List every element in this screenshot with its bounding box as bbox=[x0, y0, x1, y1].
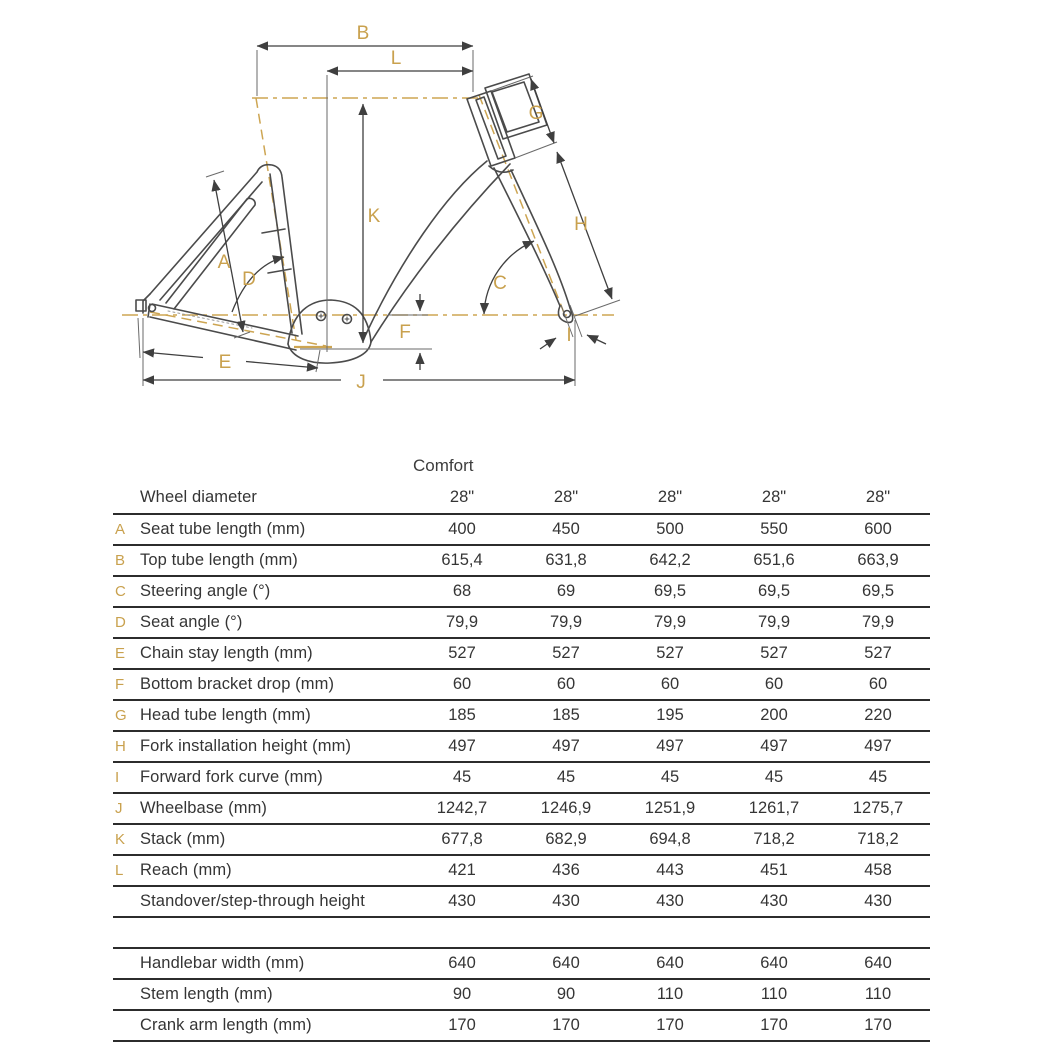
value-cell: 430 bbox=[552, 892, 580, 910]
value-cell: 497 bbox=[656, 737, 684, 755]
motor-bottom bbox=[288, 342, 371, 363]
value-cell: 450 bbox=[552, 520, 580, 538]
table-row bbox=[113, 701, 930, 732]
table-row bbox=[113, 670, 930, 701]
value-cell: 69,5 bbox=[757, 582, 791, 600]
steering-axis bbox=[479, 95, 566, 318]
value-cell: 443 bbox=[656, 861, 684, 879]
value-cell: 79,9 bbox=[445, 613, 479, 631]
bike-geometry-diagram bbox=[0, 0, 1045, 440]
headset-cup bbox=[489, 166, 513, 172]
value-cell: 421 bbox=[448, 861, 476, 879]
label-A: A bbox=[217, 252, 231, 273]
table-row bbox=[113, 763, 930, 794]
header-row-label: Wheel diameter bbox=[140, 488, 257, 506]
value-cell: 45 bbox=[868, 768, 888, 786]
value-cell: 682,9 bbox=[545, 830, 587, 848]
value-cell: 640 bbox=[760, 954, 788, 972]
table-row bbox=[113, 732, 930, 763]
table-row bbox=[113, 515, 930, 546]
dimension-letter-cell: I bbox=[115, 769, 120, 786]
value-cell: 497 bbox=[448, 737, 476, 755]
value-cell: 436 bbox=[552, 861, 580, 879]
value-cell: 1251,9 bbox=[644, 799, 696, 817]
value-cell: 527 bbox=[552, 644, 580, 662]
value-cell: 527 bbox=[864, 644, 892, 662]
table-row bbox=[113, 980, 930, 1011]
dim-D-arc bbox=[232, 257, 284, 312]
dim-E-right bbox=[246, 362, 318, 369]
wheel-size-cell: 28" bbox=[865, 488, 891, 506]
value-cell: 60 bbox=[764, 675, 784, 693]
dim-C-arc bbox=[484, 241, 534, 314]
wheel-size-cell: 28" bbox=[553, 488, 579, 506]
value-cell: 79,9 bbox=[757, 613, 791, 631]
value-cell: 110 bbox=[656, 985, 684, 1003]
value-cell: 663,9 bbox=[857, 551, 899, 569]
value-cell: 1242,7 bbox=[436, 799, 488, 817]
value-cell: 60 bbox=[556, 675, 576, 693]
table-row bbox=[113, 577, 930, 608]
row-label: Bottom bracket drop (mm) bbox=[140, 675, 335, 693]
value-cell: 640 bbox=[656, 954, 684, 972]
label-H: H bbox=[574, 214, 588, 235]
value-cell: 458 bbox=[864, 861, 892, 879]
value-cell: 110 bbox=[760, 985, 788, 1003]
wheel-size-cell: 28" bbox=[761, 488, 787, 506]
row-label: Head tube length (mm) bbox=[140, 706, 311, 724]
seat-tube-joints bbox=[262, 229, 291, 273]
label-L: L bbox=[390, 48, 402, 69]
value-cell: 1261,7 bbox=[748, 799, 800, 817]
value-cell: 400 bbox=[448, 520, 476, 538]
value-cell: 79,9 bbox=[861, 613, 895, 631]
label-C: C bbox=[493, 273, 507, 294]
value-cell: 497 bbox=[864, 737, 892, 755]
value-cell: 220 bbox=[864, 706, 892, 724]
row-label: Reach (mm) bbox=[140, 861, 232, 879]
value-cell: 60 bbox=[452, 675, 472, 693]
value-cell: 500 bbox=[656, 520, 684, 538]
dimension-letter-cell: G bbox=[115, 707, 127, 724]
value-cell: 615,4 bbox=[441, 551, 483, 569]
wheel-size-cell: 28" bbox=[449, 488, 475, 506]
dim-I-left bbox=[540, 338, 556, 349]
value-cell: 68 bbox=[452, 582, 472, 600]
value-cell: 60 bbox=[868, 675, 888, 693]
value-cell: 69,5 bbox=[861, 582, 895, 600]
value-cell: 642,2 bbox=[649, 551, 691, 569]
value-cell: 718,2 bbox=[857, 830, 899, 848]
table-row bbox=[113, 794, 930, 825]
value-cell: 69 bbox=[556, 582, 576, 600]
dimension-letter-cell: K bbox=[115, 831, 126, 848]
dimension-letter-cell: J bbox=[115, 800, 123, 817]
value-cell: 430 bbox=[760, 892, 788, 910]
value-cell: 430 bbox=[864, 892, 892, 910]
dimension-letter-cell: D bbox=[115, 614, 126, 631]
value-cell: 170 bbox=[552, 1016, 580, 1034]
wheel-size-cell: 28" bbox=[657, 488, 683, 506]
value-cell: 90 bbox=[452, 985, 472, 1003]
label-B: B bbox=[356, 23, 370, 44]
value-cell: 430 bbox=[448, 892, 476, 910]
geometry-table bbox=[113, 456, 930, 1042]
rear-dropout-tab bbox=[136, 300, 146, 311]
row-label: Standover/step-through height bbox=[140, 892, 365, 910]
value-cell: 651,6 bbox=[753, 551, 795, 569]
label-G: G bbox=[528, 103, 544, 124]
value-cell: 527 bbox=[656, 644, 684, 662]
dimension-letter-cell: L bbox=[115, 862, 124, 879]
value-cell: 79,9 bbox=[653, 613, 687, 631]
value-cell: 60 bbox=[660, 675, 680, 693]
table-row bbox=[113, 546, 930, 577]
downtube-upper bbox=[366, 161, 487, 334]
table-row bbox=[113, 856, 930, 887]
value-cell: 600 bbox=[864, 520, 892, 538]
value-cell: 90 bbox=[556, 985, 576, 1003]
dim-I-right bbox=[587, 335, 606, 344]
table-row bbox=[113, 608, 930, 639]
dimension-letter-cell: H bbox=[115, 738, 126, 755]
value-cell: 497 bbox=[760, 737, 788, 755]
value-cell: 185 bbox=[552, 706, 580, 724]
row-label: Stack (mm) bbox=[140, 830, 226, 848]
row-label: Steering angle (°) bbox=[140, 582, 271, 600]
value-cell: 170 bbox=[448, 1016, 476, 1034]
value-cell: 195 bbox=[656, 706, 684, 724]
row-label: Forward fork curve (mm) bbox=[140, 768, 323, 786]
value-cell: 550 bbox=[760, 520, 788, 538]
value-cell: 497 bbox=[552, 737, 580, 755]
value-cell: 45 bbox=[452, 768, 472, 786]
value-cell: 79,9 bbox=[549, 613, 583, 631]
fork-outer bbox=[511, 170, 570, 308]
frame-outline bbox=[136, 74, 573, 363]
value-cell: 694,8 bbox=[649, 830, 691, 848]
value-cell: 170 bbox=[760, 1016, 788, 1034]
table-header-row bbox=[113, 482, 930, 515]
value-cell: 69,5 bbox=[653, 582, 687, 600]
dimension-letter-cell: B bbox=[115, 552, 126, 569]
dimension-letter-cell: F bbox=[115, 676, 125, 693]
label-K: K bbox=[367, 206, 381, 227]
value-cell: 45 bbox=[660, 768, 680, 786]
row-label: Stem length (mm) bbox=[140, 985, 273, 1003]
seat-tube-inner bbox=[270, 174, 292, 333]
dimension-letter-cell: A bbox=[115, 521, 126, 538]
value-cell: 451 bbox=[760, 861, 788, 879]
series-title: Comfort bbox=[413, 456, 474, 475]
label-D: D bbox=[242, 269, 256, 290]
value-cell: 631,8 bbox=[545, 551, 587, 569]
table-row bbox=[113, 949, 930, 980]
value-cell: 430 bbox=[656, 892, 684, 910]
row-label: Handlebar width (mm) bbox=[140, 954, 305, 972]
value-cell: 45 bbox=[556, 768, 576, 786]
row-label: Top tube length (mm) bbox=[140, 551, 298, 569]
head-tube bbox=[467, 91, 515, 166]
value-cell: 718,2 bbox=[753, 830, 795, 848]
dim-E-left bbox=[143, 352, 203, 358]
table-row bbox=[113, 639, 930, 670]
row-label: Crank arm length (mm) bbox=[140, 1016, 312, 1034]
value-cell: 527 bbox=[448, 644, 476, 662]
value-cell: 45 bbox=[764, 768, 784, 786]
value-cell: 110 bbox=[864, 985, 892, 1003]
label-F: F bbox=[399, 322, 411, 343]
label-J: J bbox=[356, 372, 366, 393]
value-cell: 170 bbox=[656, 1016, 684, 1034]
geometry-rows bbox=[113, 515, 930, 918]
row-label: Seat tube length (mm) bbox=[140, 520, 306, 538]
table-row bbox=[113, 825, 930, 856]
component-rows bbox=[113, 947, 930, 1042]
chainstay-top bbox=[152, 304, 298, 336]
value-cell: 527 bbox=[760, 644, 788, 662]
value-cell: 200 bbox=[760, 706, 788, 724]
value-cell: 640 bbox=[448, 954, 476, 972]
value-cell: 677,8 bbox=[441, 830, 483, 848]
value-cell: 170 bbox=[864, 1016, 892, 1034]
row-label: Chain stay length (mm) bbox=[140, 644, 313, 662]
dimension-labels bbox=[218, 23, 588, 393]
row-label: Seat angle (°) bbox=[140, 613, 243, 631]
table-row bbox=[113, 1011, 930, 1042]
row-label: Wheelbase (mm) bbox=[140, 799, 268, 817]
value-cell: 640 bbox=[864, 954, 892, 972]
value-cell: 1246,9 bbox=[540, 799, 592, 817]
value-cell: 1275,7 bbox=[852, 799, 904, 817]
value-cell: 640 bbox=[552, 954, 580, 972]
table-row bbox=[113, 887, 930, 918]
label-E: E bbox=[218, 352, 232, 373]
row-label: Fork installation height (mm) bbox=[140, 737, 352, 755]
value-cell: 185 bbox=[448, 706, 476, 724]
label-I: I bbox=[566, 325, 572, 346]
dimension-letter-cell: C bbox=[115, 583, 126, 600]
dimension-letter-cell: E bbox=[115, 645, 126, 662]
